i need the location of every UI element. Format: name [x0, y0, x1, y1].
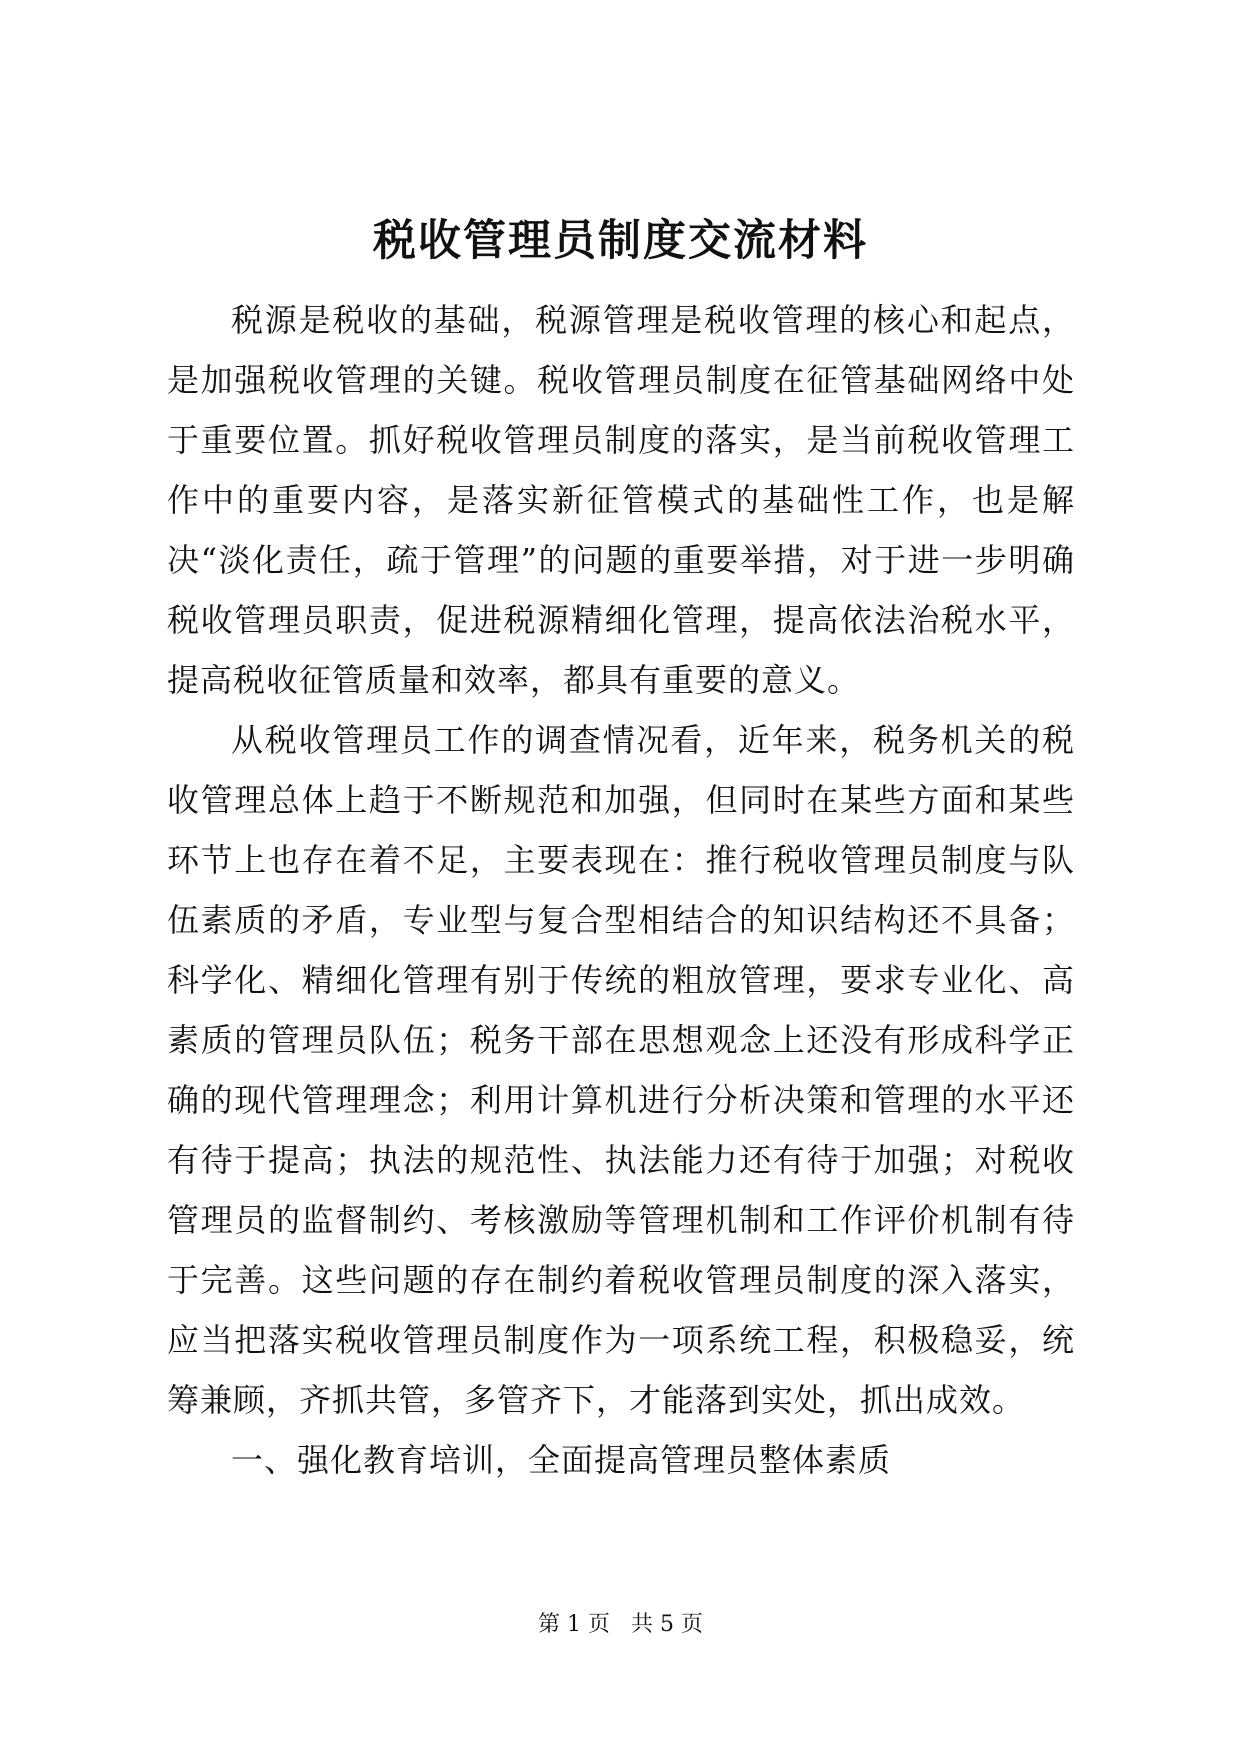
page-footer: [0, 1614, 1241, 1636]
page-total: 共 5 页: [631, 1612, 703, 1637]
section-heading-1: 一、强化教育培训，全面提高管理员整体素质: [231, 1441, 892, 1479]
page-number: 第 1 页: [538, 1612, 610, 1637]
paragraph-survey: 从税收管理员工作的调查情况看，近年来，税务机关的税收管理总体上趋于不断规范和加强，但同时在某些方面和某些环节上也存在着不足，主要表现在：推行税收管理员制度与队伍素质的矛盾，专业型与复合型相结合的知识结构还不具备；科学化、精细化管理有别于传统的粗放管理，要求专业化、高素质的管理员队伍；税务干部在思想观念上还没有形成科学正确的现代管理理念；利用计算机进行分析决策和管理的水平还有待于提高；执法的规范性、执法能力还有待于加强；对税收管理员的监督制约、考核激励等管理机制和工作评价机制有待于完善。这些问题的存在制约着税收管理员制度的深入落实，应当把落实税收管理员制度作为一项系统工程，积极稳妥，统筹兼顾，齐抓共管，多管齐下，才能落到实处，抓出成效。: [167, 721, 1075, 1419]
document-body: [167, 290, 1075, 1490]
document-title: 税收管理员制度交流材料: [373, 216, 868, 266]
paragraph-intro: 税源是税收的基础，税源管理是税收管理的核心和起点，是加强税收管理的关键。税收管理员制度在征管基础网络中处于重要位置。抓好税收管理员制度的落实，是当前税收管理工作中的重要内容，是落实新征管模式的基础性工作，也是解决“淡化责任，疏于管理”的问题的重要举措，对于进一步明确税收管理员职责，促进税源精细化管理，提高依法治税水平，提高税收征管质量和效率，都具有重要的意义。: [167, 301, 1075, 699]
